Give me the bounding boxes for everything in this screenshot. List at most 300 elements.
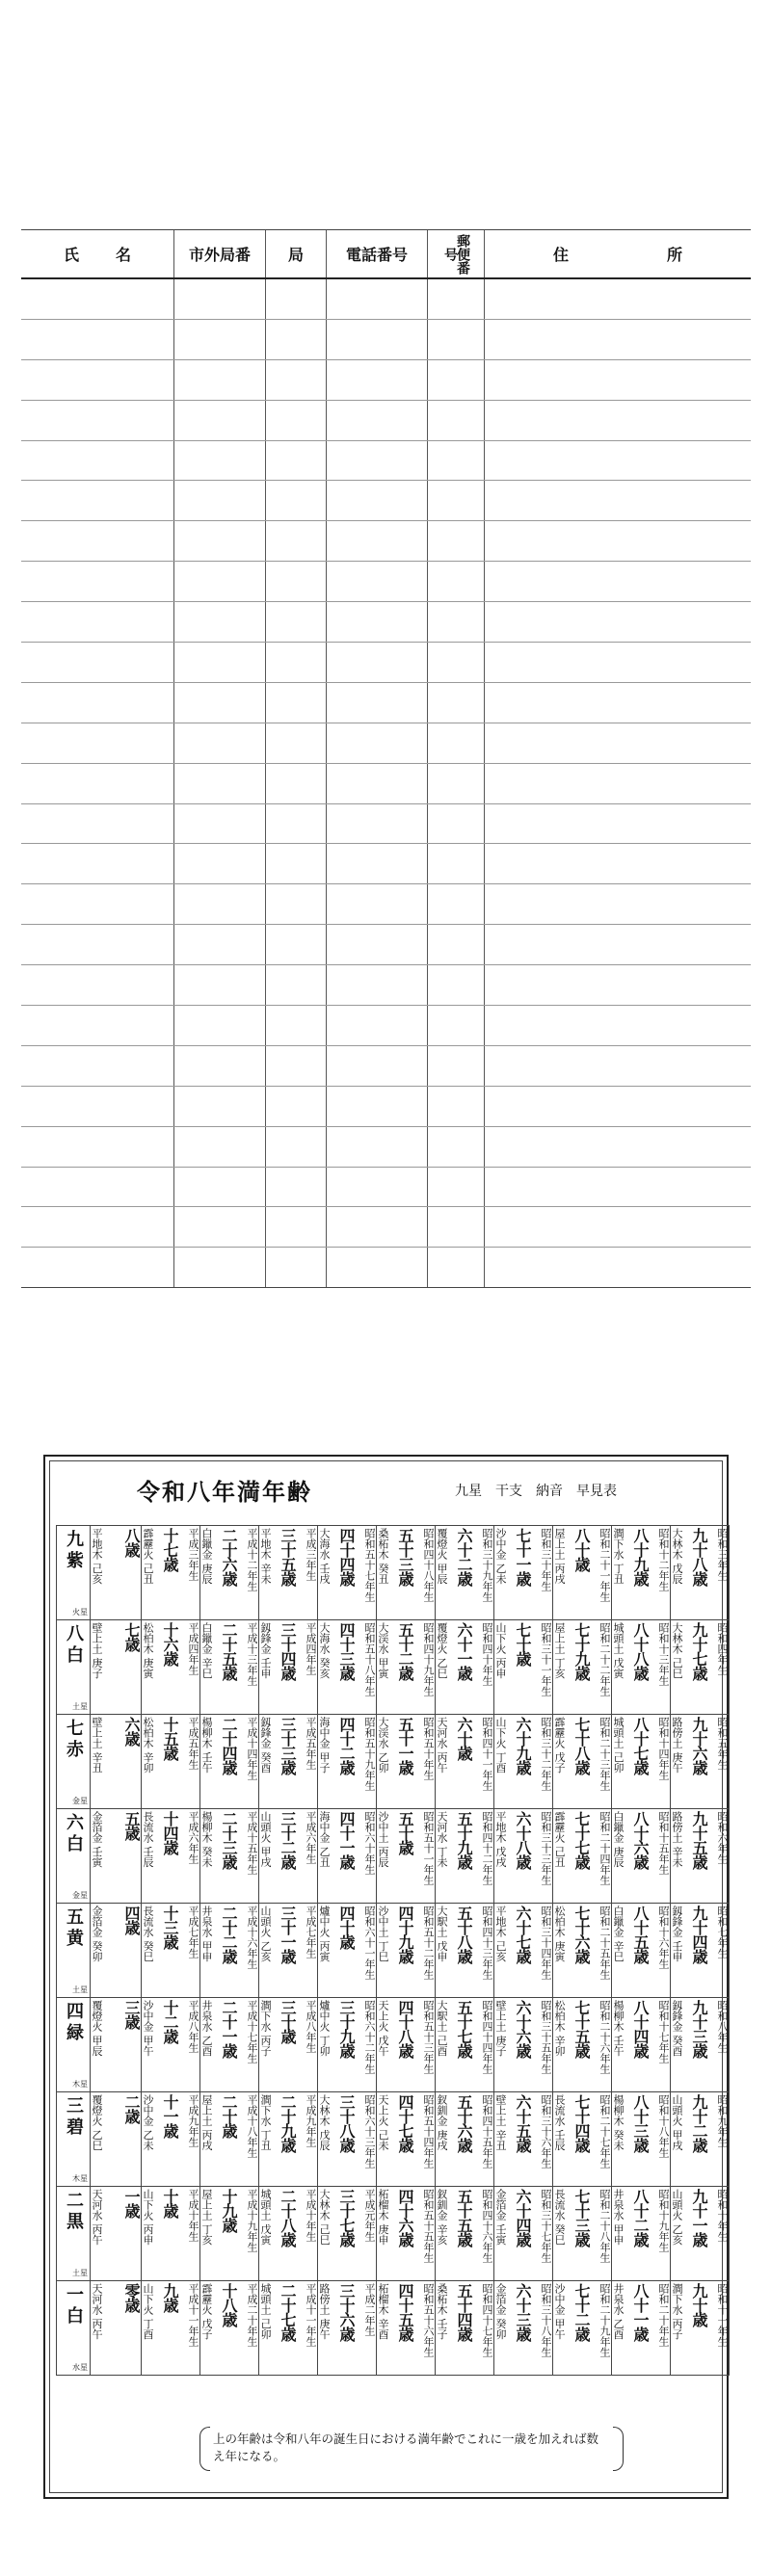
address-cell[interactable]	[174, 359, 266, 400]
address-cell[interactable]	[428, 562, 485, 602]
address-cell[interactable]	[21, 803, 174, 844]
age-value: 三十九歳	[337, 2000, 356, 2058]
era-label: 昭和三十三年生	[540, 1811, 552, 1885]
address-cell[interactable]	[174, 278, 266, 319]
address-cell[interactable]	[174, 965, 266, 1006]
address-cell[interactable]	[327, 359, 428, 400]
address-cell[interactable]	[327, 844, 428, 884]
address-cell[interactable]	[327, 1086, 428, 1126]
address-cell[interactable]	[485, 723, 752, 763]
age-value: 三十一歳	[279, 1906, 297, 1963]
address-cell[interactable]	[485, 1248, 752, 1288]
era-label: 昭和六十三年生	[363, 2094, 376, 2169]
address-cell[interactable]	[174, 602, 266, 643]
address-cell[interactable]	[428, 521, 485, 562]
age-cell	[553, 1715, 612, 1809]
eto-label: 澗下水 丙子	[671, 2283, 683, 2340]
address-cell[interactable]	[428, 1248, 485, 1288]
young-age-cell	[91, 1809, 142, 1904]
address-cell[interactable]	[266, 1086, 327, 1126]
address-cell[interactable]	[485, 643, 752, 683]
address-row[interactable]	[21, 1167, 751, 1207]
era-label: 昭和三十七年生	[540, 2189, 552, 2263]
address-row[interactable]	[21, 925, 751, 965]
era-label: 昭和五十八年生	[363, 1622, 376, 1696]
age-cell	[142, 1998, 200, 2092]
era-label: 平成七年生	[187, 1906, 199, 1958]
address-cell[interactable]	[327, 481, 428, 521]
eto-label: 覆燈火 甲辰	[91, 2000, 103, 2057]
address-cell[interactable]	[21, 1126, 174, 1167]
age-row	[57, 1904, 730, 1998]
star-tag: 金星	[72, 1891, 88, 1900]
address-cell[interactable]	[266, 723, 327, 763]
era-label: 昭和七年生	[716, 1906, 729, 1958]
address-cell[interactable]	[327, 278, 428, 319]
era-label: 昭和九年生	[716, 2094, 729, 2147]
address-cell[interactable]	[21, 925, 174, 965]
address-cell[interactable]	[174, 1045, 266, 1086]
age-value: 四十五歳	[396, 2283, 414, 2341]
address-row[interactable]	[21, 602, 751, 643]
age-value: 十三歳	[161, 1906, 179, 1949]
address-row[interactable]	[21, 1086, 751, 1126]
header-postal: 郵便番号	[428, 230, 485, 279]
address-cell[interactable]	[485, 844, 752, 884]
address-cell[interactable]	[428, 763, 485, 803]
address-cell[interactable]	[21, 562, 174, 602]
address-cell[interactable]	[174, 925, 266, 965]
address-cell[interactable]	[174, 319, 266, 359]
address-cell[interactable]	[327, 1045, 428, 1086]
age-cell	[612, 1904, 671, 1998]
address-cell[interactable]	[485, 1207, 752, 1248]
address-cell[interactable]	[21, 1006, 174, 1046]
age-cell	[377, 2281, 436, 2376]
address-row[interactable]	[21, 682, 751, 723]
address-cell[interactable]	[21, 965, 174, 1006]
address-cell[interactable]	[21, 1167, 174, 1207]
age-value: 五歳	[122, 1811, 141, 1840]
eto-label: 天河水 丁未	[436, 1811, 448, 1868]
eto-label: 柘榴木 辛酉	[377, 2283, 389, 2340]
address-cell[interactable]	[485, 278, 752, 319]
address-cell[interactable]	[174, 1207, 266, 1248]
address-cell[interactable]	[428, 965, 485, 1006]
age-cell	[553, 1809, 612, 1904]
era-label: 平成九年生	[305, 2094, 317, 2147]
address-cell[interactable]	[485, 1045, 752, 1086]
age-value: 九十八歳	[690, 1528, 708, 1586]
age-cell	[318, 1904, 377, 1998]
address-cell[interactable]	[428, 400, 485, 440]
age-cell	[259, 2187, 318, 2281]
age-value: 九十七歳	[690, 1622, 708, 1680]
address-cell[interactable]	[174, 643, 266, 683]
address-cell[interactable]	[327, 1006, 428, 1046]
eto-label: 山頭火 甲戌	[259, 1811, 272, 1868]
address-cell[interactable]	[428, 319, 485, 359]
era-label: 昭和四十八年生	[422, 1528, 435, 1602]
era-label: 平成二年生	[363, 2283, 376, 2336]
address-cell[interactable]	[266, 1045, 327, 1086]
address-cell[interactable]	[174, 400, 266, 440]
age-value: 七十二歳	[572, 2283, 591, 2341]
eto-label: 桑柘木 癸丑	[377, 1528, 389, 1585]
address-cell[interactable]	[485, 1167, 752, 1207]
age-cell	[671, 2187, 730, 2281]
address-cell[interactable]	[266, 1167, 327, 1207]
age-cell	[612, 1715, 671, 1809]
address-cell[interactable]	[428, 723, 485, 763]
address-cell[interactable]	[485, 400, 752, 440]
eto-label: 釵釧金 辛亥	[436, 2189, 448, 2246]
address-cell[interactable]	[327, 763, 428, 803]
address-cell[interactable]	[327, 562, 428, 602]
address-cell[interactable]	[266, 803, 327, 844]
age-chart-frame	[49, 1460, 729, 2493]
address-cell[interactable]	[21, 884, 174, 925]
era-label: 平成四年生	[305, 1622, 317, 1675]
address-cell[interactable]	[428, 481, 485, 521]
address-cell[interactable]	[428, 1207, 485, 1248]
address-cell[interactable]	[21, 643, 174, 683]
era-label: 平成十一年生	[187, 2283, 199, 2347]
address-cell[interactable]	[21, 763, 174, 803]
eto-label: 白鑞金 辛巳	[200, 1622, 213, 1679]
eto-label: 屋上土 丙戌	[200, 2094, 213, 2151]
age-cell	[553, 2092, 612, 2187]
address-cell[interactable]	[327, 319, 428, 359]
eto-label: 海中金 乙丑	[318, 1811, 331, 1868]
era-label: 昭和二十五年生	[598, 1906, 611, 1980]
address-cell[interactable]	[21, 1045, 174, 1086]
star-tag: 水星	[72, 2363, 88, 2372]
address-cell[interactable]	[174, 1126, 266, 1167]
address-row[interactable]	[21, 884, 751, 925]
address-row[interactable]	[21, 1126, 751, 1167]
address-cell[interactable]	[428, 884, 485, 925]
age-value: 二十一歳	[220, 2000, 238, 2058]
address-cell[interactable]	[266, 1006, 327, 1046]
age-value: 十一歳	[161, 2094, 179, 2138]
age-value: 八歳	[122, 1528, 141, 1557]
address-cell[interactable]	[428, 1167, 485, 1207]
eto-label: 釼鋒金 癸酉	[259, 1717, 272, 1774]
address-row[interactable]	[21, 965, 751, 1006]
eto-label: 爐中火 丙寅	[318, 1906, 331, 1962]
address-cell[interactable]	[174, 884, 266, 925]
age-row	[57, 1715, 730, 1809]
eto-label: 山下火 丁酉	[494, 1717, 507, 1774]
address-cell[interactable]	[266, 643, 327, 683]
eto-label: 覆燈火 甲辰	[436, 1528, 448, 1585]
eto-label: 天河水 丙午	[91, 2283, 103, 2340]
address-row[interactable]	[21, 1207, 751, 1248]
address-cell[interactable]	[327, 1126, 428, 1167]
era-label: 昭和十九年生	[657, 2189, 670, 2252]
address-cell[interactable]	[485, 803, 752, 844]
address-cell[interactable]	[327, 400, 428, 440]
address-row[interactable]	[21, 1248, 751, 1288]
address-cell[interactable]	[485, 602, 752, 643]
age-cell	[377, 1620, 436, 1715]
address-cell[interactable]	[485, 440, 752, 481]
address-cell[interactable]	[174, 521, 266, 562]
address-cell[interactable]	[174, 682, 266, 723]
address-cell[interactable]	[428, 925, 485, 965]
eto-label: 釼鋒金 壬申	[671, 1906, 683, 1962]
era-label: 平成二十年生	[246, 2283, 258, 2347]
age-cell	[671, 1809, 730, 1904]
address-cell[interactable]	[327, 682, 428, 723]
address-cell[interactable]	[266, 1126, 327, 1167]
address-cell[interactable]	[174, 562, 266, 602]
age-value: 二歳	[122, 2094, 141, 2123]
address-cell[interactable]	[21, 481, 174, 521]
address-row[interactable]	[21, 481, 751, 521]
age-cell	[318, 2281, 377, 2376]
address-row[interactable]	[21, 359, 751, 400]
age-cell	[142, 1526, 200, 1620]
address-row[interactable]	[21, 319, 751, 359]
era-label: 昭和十年生	[716, 2189, 729, 2242]
address-cell[interactable]	[485, 359, 752, 400]
eto-label: 井泉水 甲申	[200, 1906, 213, 1962]
address-cell[interactable]	[485, 884, 752, 925]
address-row[interactable]	[21, 763, 751, 803]
address-cell[interactable]	[174, 803, 266, 844]
eto-label: 霹靂火 己丑	[142, 1528, 154, 1585]
address-cell[interactable]	[428, 1006, 485, 1046]
address-cell[interactable]	[266, 440, 327, 481]
age-value: 五十七歳	[455, 2000, 473, 2058]
age-row	[57, 1809, 730, 1904]
address-row[interactable]	[21, 440, 751, 481]
address-cell[interactable]	[266, 884, 327, 925]
address-cell[interactable]	[21, 1086, 174, 1126]
eto-label: 城頭土 己卯	[259, 2283, 272, 2340]
address-cell[interactable]	[266, 278, 327, 319]
age-value: 八十四歳	[631, 2000, 650, 2058]
eto-label: 山頭火 甲戌	[671, 2094, 683, 2151]
eto-label: 沙中土 丙辰	[377, 1811, 389, 1868]
address-cell[interactable]	[266, 359, 327, 400]
age-value: 二十四歳	[220, 1717, 238, 1774]
address-cell[interactable]	[266, 481, 327, 521]
address-cell[interactable]	[327, 965, 428, 1006]
address-cell[interactable]	[21, 278, 174, 319]
header-exchange: 局	[266, 230, 327, 279]
address-cell[interactable]	[266, 965, 327, 1006]
eto-label: 霹靂火 戊子	[200, 2283, 213, 2340]
address-cell[interactable]	[327, 884, 428, 925]
age-cell	[612, 1620, 671, 1715]
address-cell[interactable]	[21, 844, 174, 884]
address-cell[interactable]	[266, 1207, 327, 1248]
address-cell[interactable]	[428, 844, 485, 884]
age-row	[57, 1526, 730, 1620]
address-cell[interactable]	[174, 440, 266, 481]
address-cell[interactable]	[485, 682, 752, 723]
address-cell[interactable]	[21, 1248, 174, 1288]
address-cell[interactable]	[327, 643, 428, 683]
address-cell[interactable]	[327, 440, 428, 481]
star-cell	[57, 1809, 91, 1904]
age-cell	[318, 1715, 377, 1809]
age-value: 三十二歳	[279, 1811, 297, 1869]
address-cell[interactable]	[21, 440, 174, 481]
age-cell	[671, 2092, 730, 2187]
address-cell[interactable]	[485, 319, 752, 359]
era-label: 昭和十四年生	[657, 1717, 670, 1780]
age-cell	[142, 1904, 200, 1998]
address-cell[interactable]	[428, 359, 485, 400]
star-cell	[57, 1715, 91, 1809]
eto-label: 路傍土 庚午	[318, 2283, 331, 2340]
age-value: 十九歳	[220, 2189, 238, 2232]
star-cell	[57, 1620, 91, 1715]
address-cell[interactable]	[174, 1248, 266, 1288]
era-label: 昭和四十一年生	[481, 1717, 493, 1791]
address-cell[interactable]	[174, 1167, 266, 1207]
address-cell[interactable]	[485, 1086, 752, 1126]
address-cell[interactable]	[428, 682, 485, 723]
age-value: 零歳	[122, 2283, 141, 2312]
eto-label: 楊柳木 癸未	[200, 1811, 213, 1868]
address-cell[interactable]	[327, 1167, 428, 1207]
address-row[interactable]	[21, 400, 751, 440]
address-cell[interactable]	[21, 521, 174, 562]
age-chart	[43, 1455, 729, 2499]
address-row[interactable]	[21, 643, 751, 683]
age-value: 六十八歳	[514, 1811, 532, 1869]
address-cell[interactable]	[174, 481, 266, 521]
address-row[interactable]	[21, 844, 751, 884]
address-cell[interactable]	[485, 1126, 752, 1167]
address-cell[interactable]	[174, 1006, 266, 1046]
star-cell	[57, 2187, 91, 2281]
address-cell[interactable]	[21, 1207, 174, 1248]
age-value: 七十七歳	[572, 1811, 591, 1869]
address-cell[interactable]	[174, 1086, 266, 1126]
age-value: 九歳	[161, 2283, 179, 2312]
era-label: 昭和三十二年生	[540, 1717, 552, 1791]
address-row[interactable]	[21, 521, 751, 562]
address-cell[interactable]	[327, 803, 428, 844]
address-row[interactable]	[21, 803, 751, 844]
eto-label: 山頭火 乙亥	[671, 2189, 683, 2246]
address-cell[interactable]	[266, 400, 327, 440]
age-value: 三十三歳	[279, 1717, 297, 1774]
eto-label: 山頭火 乙亥	[259, 1906, 272, 1962]
address-cell[interactable]	[485, 562, 752, 602]
era-label: 平成三年生	[187, 1528, 199, 1581]
address-cell[interactable]	[174, 844, 266, 884]
address-cell[interactable]	[21, 359, 174, 400]
address-cell[interactable]	[485, 925, 752, 965]
era-label: 平成六年生	[187, 1811, 199, 1864]
address-cell[interactable]	[21, 602, 174, 643]
address-cell[interactable]	[21, 400, 174, 440]
address-cell[interactable]	[266, 602, 327, 643]
address-cell[interactable]	[428, 643, 485, 683]
address-cell[interactable]	[485, 965, 752, 1006]
address-cell[interactable]	[266, 521, 327, 562]
age-value: 四十四歳	[337, 1528, 356, 1586]
age-value: 五十九歳	[455, 1811, 473, 1869]
star-cell	[57, 1904, 91, 1998]
address-cell[interactable]	[428, 440, 485, 481]
address-row[interactable]	[21, 723, 751, 763]
address-cell[interactable]	[327, 925, 428, 965]
eto-label: 金箔金 癸卯	[91, 1906, 103, 1962]
address-cell[interactable]	[21, 723, 174, 763]
age-value: 四十一歳	[337, 1811, 356, 1869]
eto-label: 松柏木 辛卯	[553, 2000, 566, 2057]
eto-label: 爐中火 丁卯	[318, 2000, 331, 2057]
address-cell[interactable]	[266, 562, 327, 602]
address-cell[interactable]	[485, 763, 752, 803]
address-cell[interactable]	[428, 1126, 485, 1167]
address-cell[interactable]	[266, 1248, 327, 1288]
address-cell[interactable]	[266, 763, 327, 803]
address-cell[interactable]	[428, 1045, 485, 1086]
address-cell[interactable]	[327, 602, 428, 643]
address-cell[interactable]	[327, 521, 428, 562]
address-cell[interactable]	[174, 763, 266, 803]
address-cell[interactable]	[327, 1248, 428, 1288]
age-value: 七十六歳	[572, 1906, 591, 1963]
address-cell[interactable]	[428, 1086, 485, 1126]
address-cell[interactable]	[428, 278, 485, 319]
address-cell[interactable]	[266, 844, 327, 884]
address-row[interactable]	[21, 278, 751, 319]
address-row[interactable]	[21, 562, 751, 602]
address-cell[interactable]	[21, 682, 174, 723]
address-row[interactable]	[21, 1006, 751, 1046]
eto-label: 沙中土 丁巳	[377, 1906, 389, 1962]
eto-label: 大駅土 己酉	[436, 2000, 448, 2057]
address-cell[interactable]	[428, 803, 485, 844]
eto-label: 大林木 己巳	[671, 1622, 683, 1679]
eto-label: 大駅土 戊申	[436, 1906, 448, 1962]
address-cell[interactable]	[266, 319, 327, 359]
address-cell[interactable]	[266, 682, 327, 723]
address-cell[interactable]	[21, 319, 174, 359]
address-row[interactable]	[21, 1045, 751, 1086]
address-cell[interactable]	[327, 1207, 428, 1248]
young-age-cell	[91, 1620, 142, 1715]
eto-label: 天上火 己未	[377, 2094, 389, 2151]
age-value: 七十五歳	[572, 2000, 591, 2058]
address-cell[interactable]	[266, 925, 327, 965]
age-cell	[200, 1620, 259, 1715]
age-value: 九十五歳	[690, 1811, 708, 1869]
eto-label: 大林木 己巳	[318, 2189, 331, 2246]
address-cell[interactable]	[428, 602, 485, 643]
address-cell[interactable]	[485, 1006, 752, 1046]
era-label: 昭和三十一年生	[540, 1622, 552, 1696]
address-cell[interactable]	[174, 723, 266, 763]
eto-label: 沙中金 甲午	[553, 2283, 566, 2340]
young-age-cell	[91, 2092, 142, 2187]
address-cell[interactable]	[485, 521, 752, 562]
address-cell[interactable]	[327, 723, 428, 763]
address-cell[interactable]	[485, 481, 752, 521]
eto-label: 金箔金 癸卯	[494, 2283, 507, 2340]
age-cell	[612, 1809, 671, 1904]
